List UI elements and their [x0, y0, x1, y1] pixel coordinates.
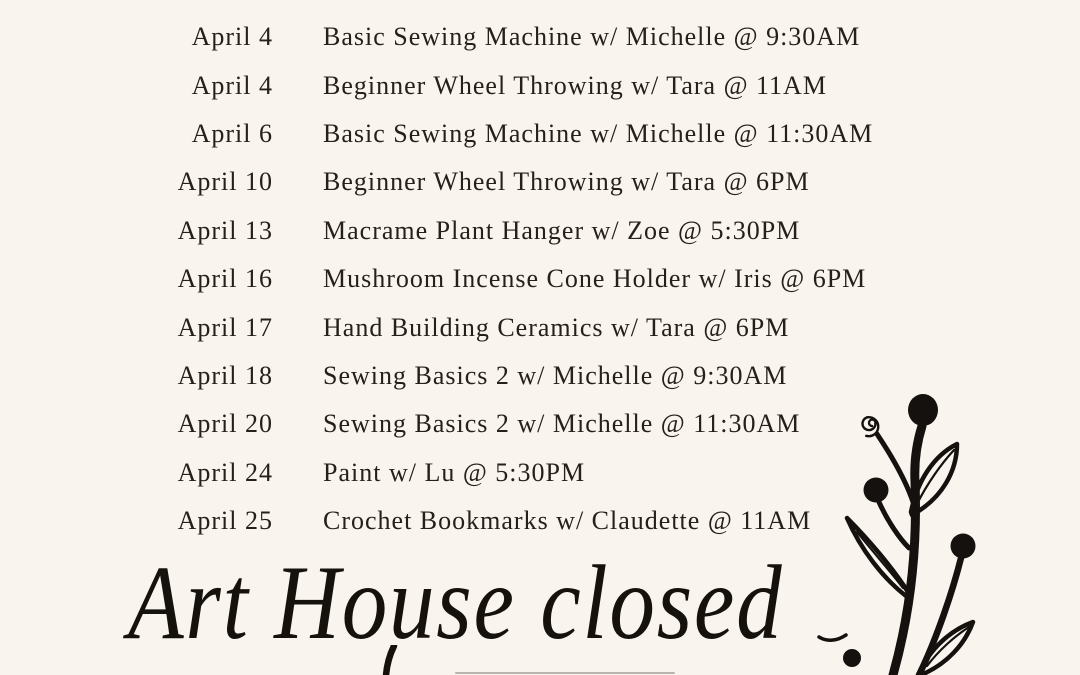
- schedule-row: [0, 303, 1080, 351]
- event-description: Sewing Basics 2 w/ Michelle @ 9:30AM: [323, 360, 788, 390]
- event-date: April 10: [177, 167, 273, 197]
- event-description: Beginner Wheel Throwing w/ Tara @ 11AM: [323, 70, 827, 100]
- event-description: Macrame Plant Hanger w/ Zoe @ 5:30PM: [323, 215, 801, 245]
- event-date: April 17: [177, 312, 273, 342]
- schedule-row: [0, 61, 1080, 109]
- event-date: April 4: [191, 22, 273, 52]
- event-description: Basic Sewing Machine w/ Michelle @ 9:30AM: [323, 22, 861, 52]
- event-date: April 25: [177, 506, 273, 536]
- event-description: Paint w/ Lu @ 5:30PM: [323, 457, 586, 487]
- event-date: April 24: [177, 457, 273, 487]
- schedule-row: [0, 13, 1080, 61]
- event-date: April 4: [191, 70, 273, 100]
- event-description: Basic Sewing Machine w/ Michelle @ 11:30AM: [323, 118, 874, 148]
- event-date: April 18: [177, 360, 273, 390]
- closed-notice-script: Art House closed: [128, 544, 784, 661]
- event-description: Sewing Basics 2 w/ Michelle @ 11:30AM: [323, 409, 801, 439]
- flower-branch-group: [819, 394, 976, 675]
- event-date: April 13: [177, 215, 273, 245]
- event-date: April 16: [177, 264, 273, 294]
- schedule-row: [0, 158, 1080, 206]
- schedule-row: [0, 255, 1080, 303]
- event-date: April 6: [191, 118, 273, 148]
- event-date: April 20: [177, 409, 273, 439]
- cutoff-script-fragment: [455, 672, 675, 674]
- cutoff-script-stroke: [372, 645, 412, 675]
- event-description: Crochet Bookmarks w/ Claudette @ 11AM: [323, 506, 812, 536]
- event-description: Hand Building Ceramics w/ Tara @ 6PM: [323, 312, 790, 342]
- event-description: Mushroom Incense Cone Holder w/ Iris @ 6PM: [323, 264, 867, 294]
- botanical-flower-illustration: [815, 390, 1010, 675]
- schedule-row: [0, 207, 1080, 255]
- event-description: Beginner Wheel Throwing w/ Tara @ 6PM: [323, 167, 810, 197]
- schedule-row: [0, 110, 1080, 158]
